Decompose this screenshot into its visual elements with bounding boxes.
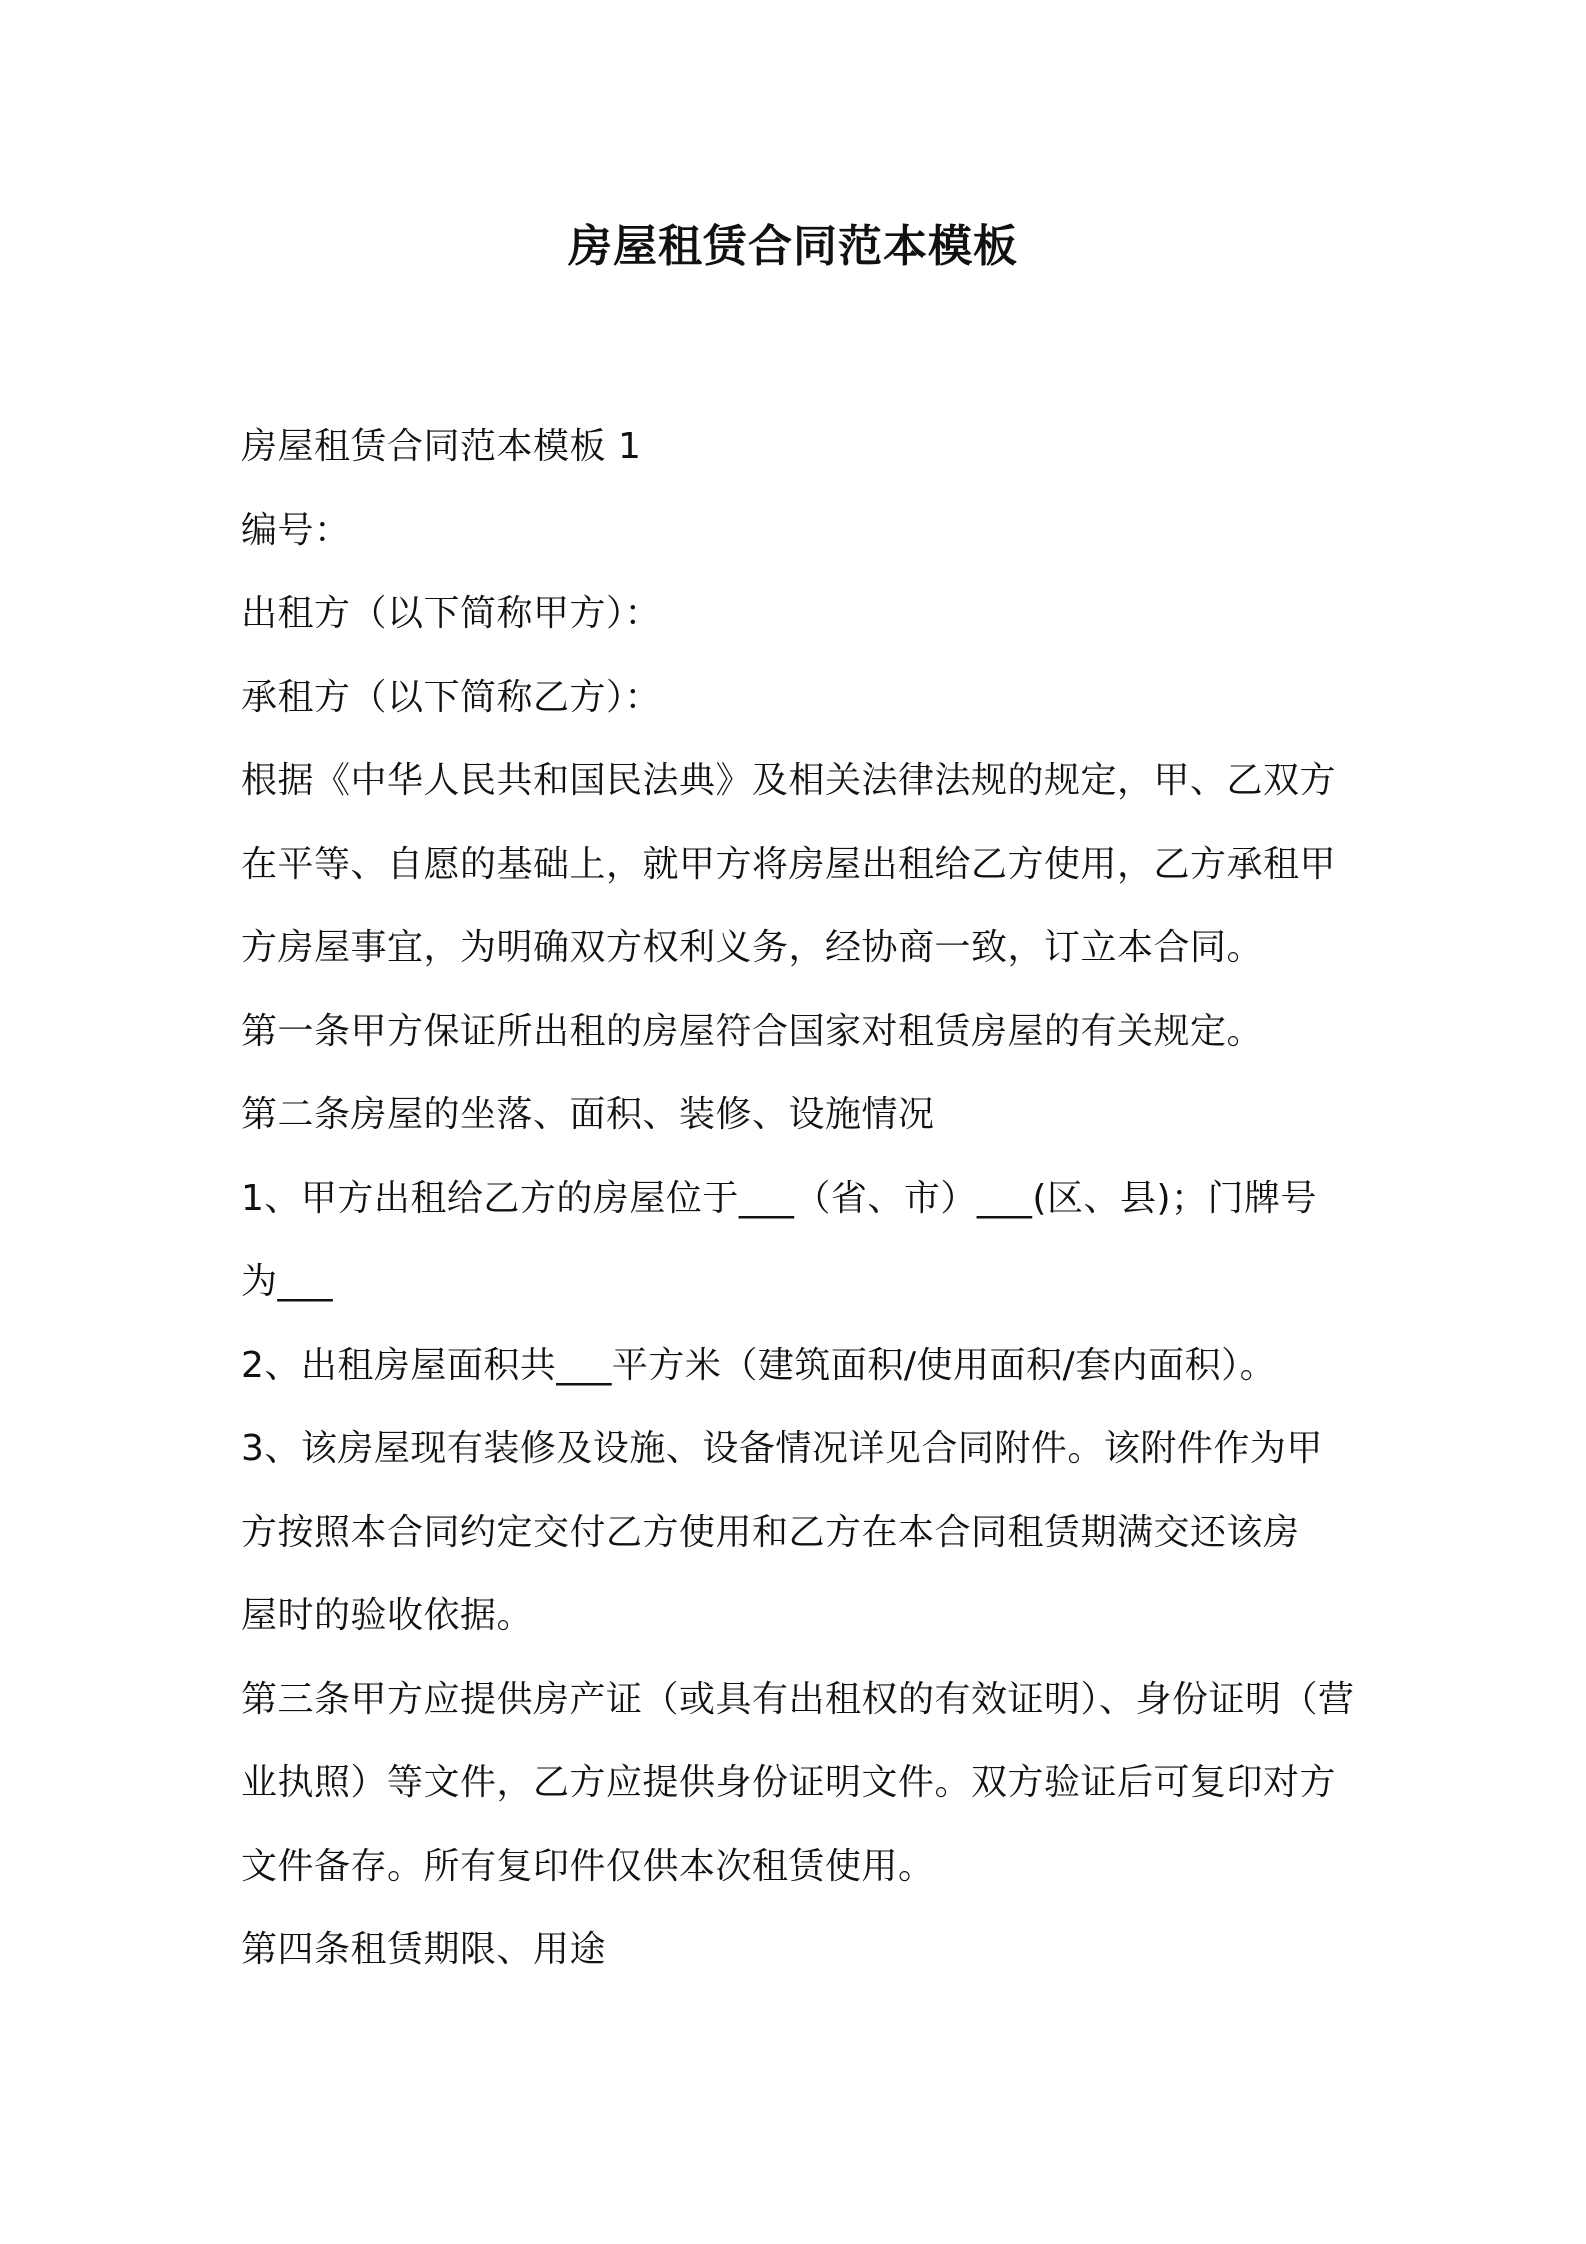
article-3-line-2: 业执照）等文件，乙方应提供身份证明文件。双方验证后可复印对方 [241, 1762, 1337, 1803]
article-2-heading: 第二条房屋的坐落、面积、装修、设施情况 [241, 1094, 935, 1135]
lessor-line: 出租方（以下简称甲方）： [241, 593, 662, 634]
article-2-item-3-line-1: 3、该房屋现有装修及设施、设备情况详见合同附件。该附件作为甲 [241, 1428, 1323, 1469]
document-title: 房屋租赁合同范本模板 [568, 221, 1018, 272]
article-2-item-2-line: 2、出租房屋面积共___平方米（建筑面积/使用面积/套内面积）。 [241, 1344, 1277, 1386]
serial-number-line: 编号： [241, 509, 351, 551]
article-2-item-1-line-1: 1、甲方出租给乙方的房屋位于___（省、市）___(区、县)；门牌号 [241, 1177, 1317, 1219]
article-2-item-3-line-3: 屋时的验收依据。 [241, 1595, 534, 1636]
article-2-item-3-line-2: 方按照本合同约定交付乙方使用和乙方在本合同租赁期满交还该房 [241, 1511, 1300, 1553]
article-3-line-1: 第三条甲方应提供房产证（或具有出租权的有效证明）、身份证明（营 [241, 1678, 1355, 1720]
lessee-line: 承租方（以下简称乙方）： [241, 676, 662, 718]
article-4-heading: 第四条租赁期限、用途 [241, 1929, 607, 1970]
preamble-line-2: 在平等、自愿的基础上，就甲方将房屋出租给乙方使用，乙方承租甲 [241, 843, 1337, 885]
preamble-line-1: 根据《中华人民共和国民法典》及相关法律法规的规定，甲、乙双方 [241, 760, 1337, 801]
article-3-line-3: 文件备存。所有复印件仅供本次租赁使用。 [241, 1845, 935, 1887]
preamble-line-3: 方房屋事宜，为明确双方权利义务，经协商一致，订立本合同。 [241, 927, 1264, 968]
subtitle-line: 房屋租赁合同范本模板 1 [241, 426, 642, 467]
document-body [241, 405, 1353, 1992]
article-2-item-1-line-2: 为___ [241, 1261, 334, 1302]
article-1-line: 第一条甲方保证所出租的房屋符合国家对租赁房屋的有关规定。 [241, 1010, 1264, 1052]
